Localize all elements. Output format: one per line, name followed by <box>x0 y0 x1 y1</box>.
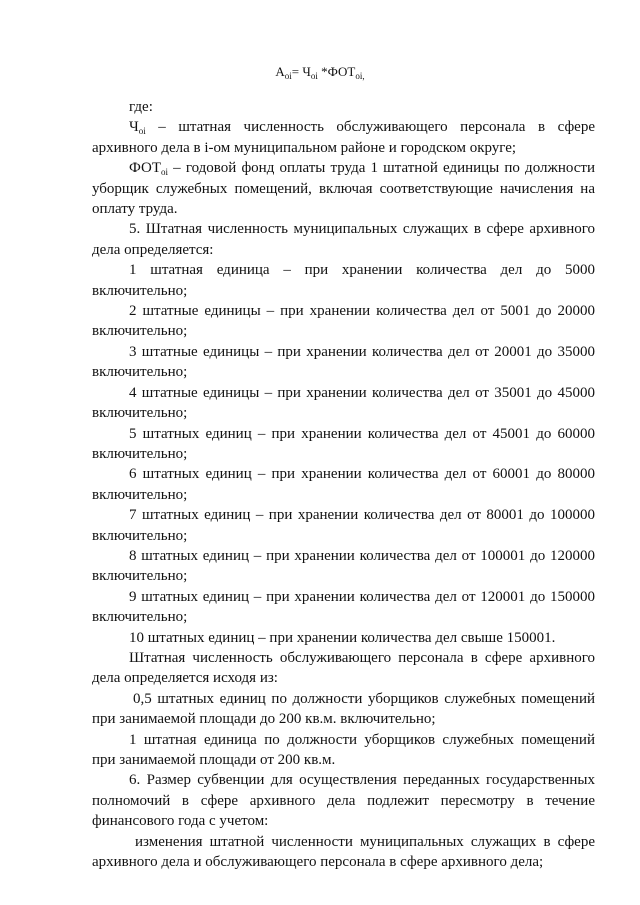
staff-rule-4: 4 штатные единицы – при хранении количества дел от 35001 до 45000 включительно; <box>92 384 595 422</box>
definition-fot-sub: оi <box>161 167 169 178</box>
paragraph-6-item-a: изменения штатной численности муниципальных служащих в сфере архивного дела и обслуживающего персонала в сфере архивного дела; <box>92 833 595 871</box>
service-staff-rule-a: 0,5 штатных единиц по должности уборщиков служебных помещений при занимаемой площади до 200 кв.м. включительно; <box>92 690 595 728</box>
paragraph-6: 6. Размер субвенции для осуществления переданных государственных полномочий в сфере архивного дела подлежит пересмотру в течение финансового года с учетом: <box>92 772 595 830</box>
definition-ch-text: – штатная численность обслуживающего персонала в сфере архивного дела в i-ом муниципальном районе и городском округе; <box>92 119 595 156</box>
staff-rule-1: 1 штатная единица – при хранении количества дел до 5000 включительно; <box>92 262 595 299</box>
formula-mid-sub: оi <box>310 71 318 81</box>
formula-lhs-sub: оi <box>284 71 292 81</box>
staff-rule-2: 2 штатные единицы – при хранении количества дел от 5001 до 20000 включительно; <box>92 303 595 340</box>
paragraph-5: 5. Штатная численность муниципальных служащих в сфере архивного дела определяется: <box>92 221 595 258</box>
formula <box>0 64 640 80</box>
formula-rhs-sub: оi, <box>355 71 365 81</box>
staff-rule-6: 6 штатных единиц – при хранении количества дел от 60001 до 80000 включительно; <box>92 466 595 503</box>
service-staff-intro: Штатная численность обслуживающего персонала в сфере архивного дела определяется исходя из: <box>92 649 595 687</box>
definition-ch-symbol: Ч <box>129 119 139 136</box>
document-body <box>92 97 595 872</box>
definition-fot-text: – годовой фонд оплаты труда 1 штатной единицы по должности уборщик служебных помещений, включая соответствующие начисления на оплату труда. <box>92 160 595 218</box>
definition-ch <box>92 117 595 158</box>
definition-ch-sub: оi <box>138 126 146 137</box>
staff-rule-3: 3 штатные единицы – при хранении количества дел от 20001 до 35000 включительно; <box>92 343 595 381</box>
formula-lhs: А <box>275 64 285 79</box>
staff-rule-8: 8 штатных единиц – при хранении количества дел от 100001 до 120000 включительно; <box>92 547 595 585</box>
staff-rule-7: 7 штатных единиц – при хранении количества дел от 80001 до 100000 включительно; <box>92 507 595 544</box>
where-label: где: <box>129 99 153 115</box>
definition-fot <box>92 158 595 219</box>
formula-mul: *ФОТ <box>317 64 356 79</box>
staff-rule-10: 10 штатных единиц – при хранении количества дел свыше 150001. <box>129 629 556 646</box>
formula-eq: = Ч <box>291 64 311 79</box>
definition-fot-symbol: ФОТ <box>129 160 162 177</box>
staff-rule-9: 9 штатных единиц – при хранении количества дел от 120001 до 150000 включительно; <box>92 588 595 626</box>
service-staff-rule-b: 1 штатная единица по должности уборщиков служебных помещений при занимаемой площади от 200 кв.м. <box>92 731 595 768</box>
staff-rule-5: 5 штатных единиц – при хранении количества дел от 45001 до 60000 включительно; <box>92 425 595 462</box>
